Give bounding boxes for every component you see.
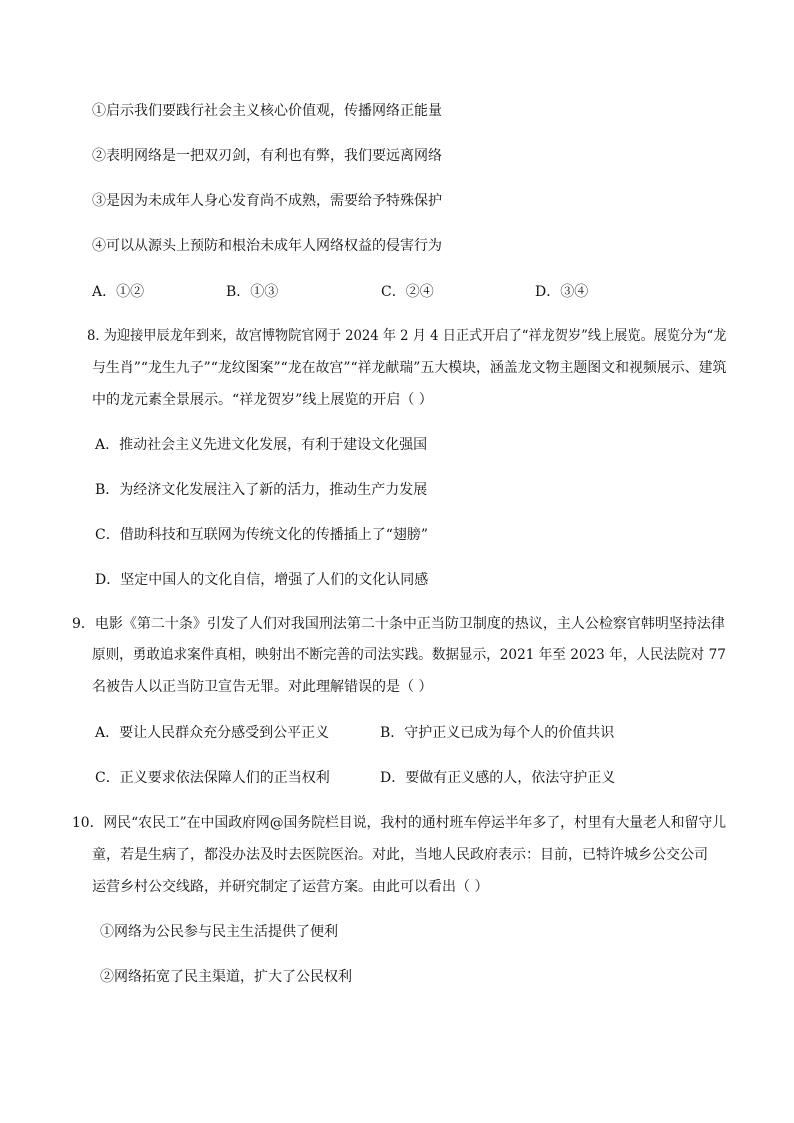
- q10-stem-line-1: 10．网民“农民工”在中国政府网@国务院栏目说，我村的通村班车停运半年多了，村里有大量老人和留守儿: [72, 815, 727, 831]
- q7-option-d: D．③④: [535, 284, 589, 300]
- q7-item-2: ②表明网络是一把双刃剑，有利也有弊，我们要远离网络: [92, 148, 442, 164]
- q9-stem-line-3: 名被告人以正当防卫宣告无罪。对此理解错误的是（ ）: [92, 679, 433, 695]
- q9-stem-line-1: 9．电影《第二十条》引发了人们对我国刑法第二十条中正当防卫制度的热议，主人公检察官韩明坚持法律: [72, 616, 725, 632]
- q7-option-c: C．②④: [381, 284, 434, 300]
- q7-option-a: A．①②: [92, 284, 145, 300]
- q9-option-b: B．守护正义已成为每个人的价值共识: [380, 725, 615, 741]
- q8-option-d: D．坚定中国人的文化自信，增强了人们的文化认同感: [95, 572, 429, 588]
- q9-option-c: C．正义要求依法保障人们的正当权利: [95, 770, 330, 786]
- q7-item-4: ④可以从源头上预防和根治未成年人网络权益的侵害行为: [92, 238, 442, 254]
- q9-option-a: A．要让人民群众充分感受到公平正义: [95, 725, 330, 741]
- q8-option-c: C．借助科技和互联网为传统文化的传播插上了“翅膀”: [95, 527, 429, 543]
- q8-stem-line-2: 与生肖”“龙生九子”“龙纹图案”“龙在故宫”“祥龙献瑞”五大模块，涵盖龙文物主题图文和视频展示、建筑: [92, 360, 727, 376]
- q7-option-b: B．①③: [226, 284, 279, 300]
- q9-option-d: D．要做有正义感的人，依法守护正义: [380, 770, 616, 786]
- q8-stem-line-3: 中的龙元素全景展示。“祥龙贺岁”线上展览的开启（ ）: [92, 392, 433, 408]
- q7-item-3: ③是因为未成年人身心发育尚不成熟，需要给予特殊保护: [92, 193, 442, 209]
- q10-item-1: ①网络为公民参与民主生活提供了便利: [100, 924, 338, 940]
- q10-stem-line-2: 童，若是生病了，都没办法及时去医院医治。对此，当地人民政府表示：目前，已特许城乡公交公司: [92, 847, 708, 863]
- q7-item-1: ①启示我们要践行社会主义核心价值观，传播网络正能量: [92, 103, 442, 119]
- q10-stem-line-3: 运营乡村公交线路，并研究制定了运营方案。由此可以看出（ ）: [92, 879, 489, 895]
- q10-item-2: ②网络拓宽了民主渠道，扩大了公民权利: [100, 969, 352, 985]
- q9-stem-line-2: 原则，勇敢追求案件真相，映射出不断完善的司法实践。数据显示，2021 年至 2023 年，人民法院对 77: [92, 647, 726, 663]
- q8-option-a: A．推动社会主义先进文化发展，有利于建设文化强国: [95, 437, 428, 453]
- q8-stem-line-1: 8. 为迎接甲辰龙年到来，故宫博物院官网于 2024 年 2 月 4 日正式开启了“祥龙贺岁”线上展览。展览分为“龙: [87, 328, 727, 344]
- q8-option-b: B．为经济文化发展注入了新的活力，推动生产力发展: [95, 482, 428, 498]
